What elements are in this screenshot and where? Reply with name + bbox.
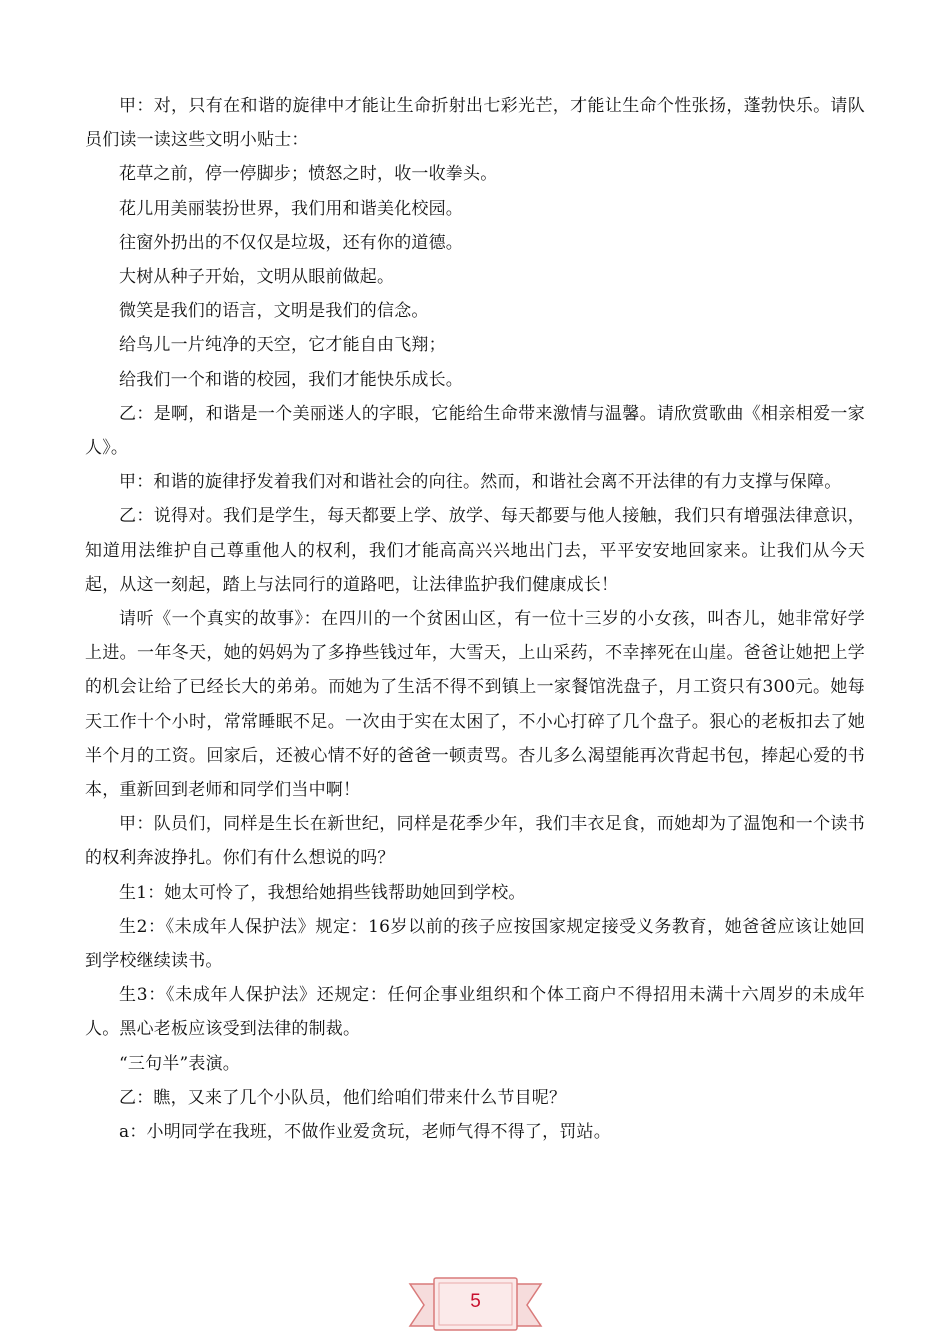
paragraph: 花草之前，停一停脚步；愤怒之时，收一收拳头。 [119, 164, 498, 185]
paragraph: 大树从种子开始，文明从眼前做起。 [119, 267, 395, 288]
page-number: 5 [470, 1291, 481, 1312]
page-number-badge [408, 1268, 543, 1340]
paragraph: 花儿用美丽装扮世界，我们用和谐美化校园。 [119, 198, 463, 219]
paragraph: 生1：她太可怜了，我想给她捐些钱帮助她回到学校。 [119, 882, 526, 903]
paragraph: 生3：《未成年人保护法》还规定：任何企事业组织和个体工商户不得招用未满十六周岁的未成年人。黑心老板应该受到法律的制裁。 [85, 985, 865, 1040]
paragraph: 微笑是我们的语言，文明是我们的信念。 [119, 301, 429, 322]
paragraph: 乙：说得对。我们是学生，每天都要上学、放学、每天都要与他人接触，我们只有增强法律意识，知道用法维护自己尊重他人的权利，我们才能高高兴兴地出门去，平平安安地回家来。让我们从今天起，从这一刻起，踏上与法同行的道路吧，让法律监护我们健康成长！ [85, 506, 865, 595]
paragraph: 甲：和谐的旋律抒发着我们对和谐社会的向往。然而，和谐社会离不开法律的有力支撑与保障。 [119, 472, 842, 493]
paragraph: 乙：是啊，和谐是一个美丽迷人的字眼，它能给生命带来激情与温馨。请欣赏歌曲《相亲相爱一家人》。 [85, 403, 865, 459]
document-body [85, 89, 865, 1149]
paragraph: 往窗外扔出的不仅仅是垃圾，还有你的道德。 [119, 232, 463, 253]
paragraph: 甲：队员们，同样是生长在新世纪，同样是花季少年，我们丰衣足食，而她却为了温饱和一个读书的权利奔波挣扎。你们有什么想说的吗？ [85, 814, 865, 869]
paragraph: a：小明同学在我班，不做作业爱贪玩，老师气得不得了，罚站。 [119, 1122, 611, 1143]
paragraph: 甲：对，只有在和谐的旋律中才能让生命折射出七彩光芒，才能让生命个性张扬，蓬勃快乐。请队员们读一读这些文明小贴士： [85, 96, 865, 151]
paragraph: 乙：瞧，又来了几个小队员，他们给咱们带来什么节目呢？ [119, 1087, 567, 1108]
paragraph: 请听《一个真实的故事》：在四川的一个贫困山区，有一位十三岁的小女孩，叫杏儿，她非常好学上进。一年冬天，她的妈妈为了多挣些钱过年，大雪天，上山采药，不幸摔死在山崖。爸爸让她把上学的机会让给了已经长大的弟弟。而她为了生活不得不到镇上一家餐馆洗盘子，月工资只有300元。她每天工作十个小时，常常睡眠不足。一次由于实在太困了，不小心打碎了几个盘子。狠心的老板扣去了她半个月的工资。回家后，还被心情不好的爸爸一顿责骂。杏儿多么渴望能再次背起书包，捧起心爱的书本，重新回到老师和同学们当中啊！ [85, 609, 865, 801]
paragraph: “三句半”表演。 [119, 1053, 240, 1074]
paragraph: 给我们一个和谐的校园，我们才能快乐成长。 [119, 369, 463, 390]
paragraph: 生2：《未成年人保护法》规定：16岁以前的孩子应按国家规定接受义务教育，她爸爸应该让她回到学校继续读书。 [85, 916, 865, 972]
paragraph: 给鸟儿一片纯净的天空，它才能自由飞翔； [119, 335, 446, 356]
